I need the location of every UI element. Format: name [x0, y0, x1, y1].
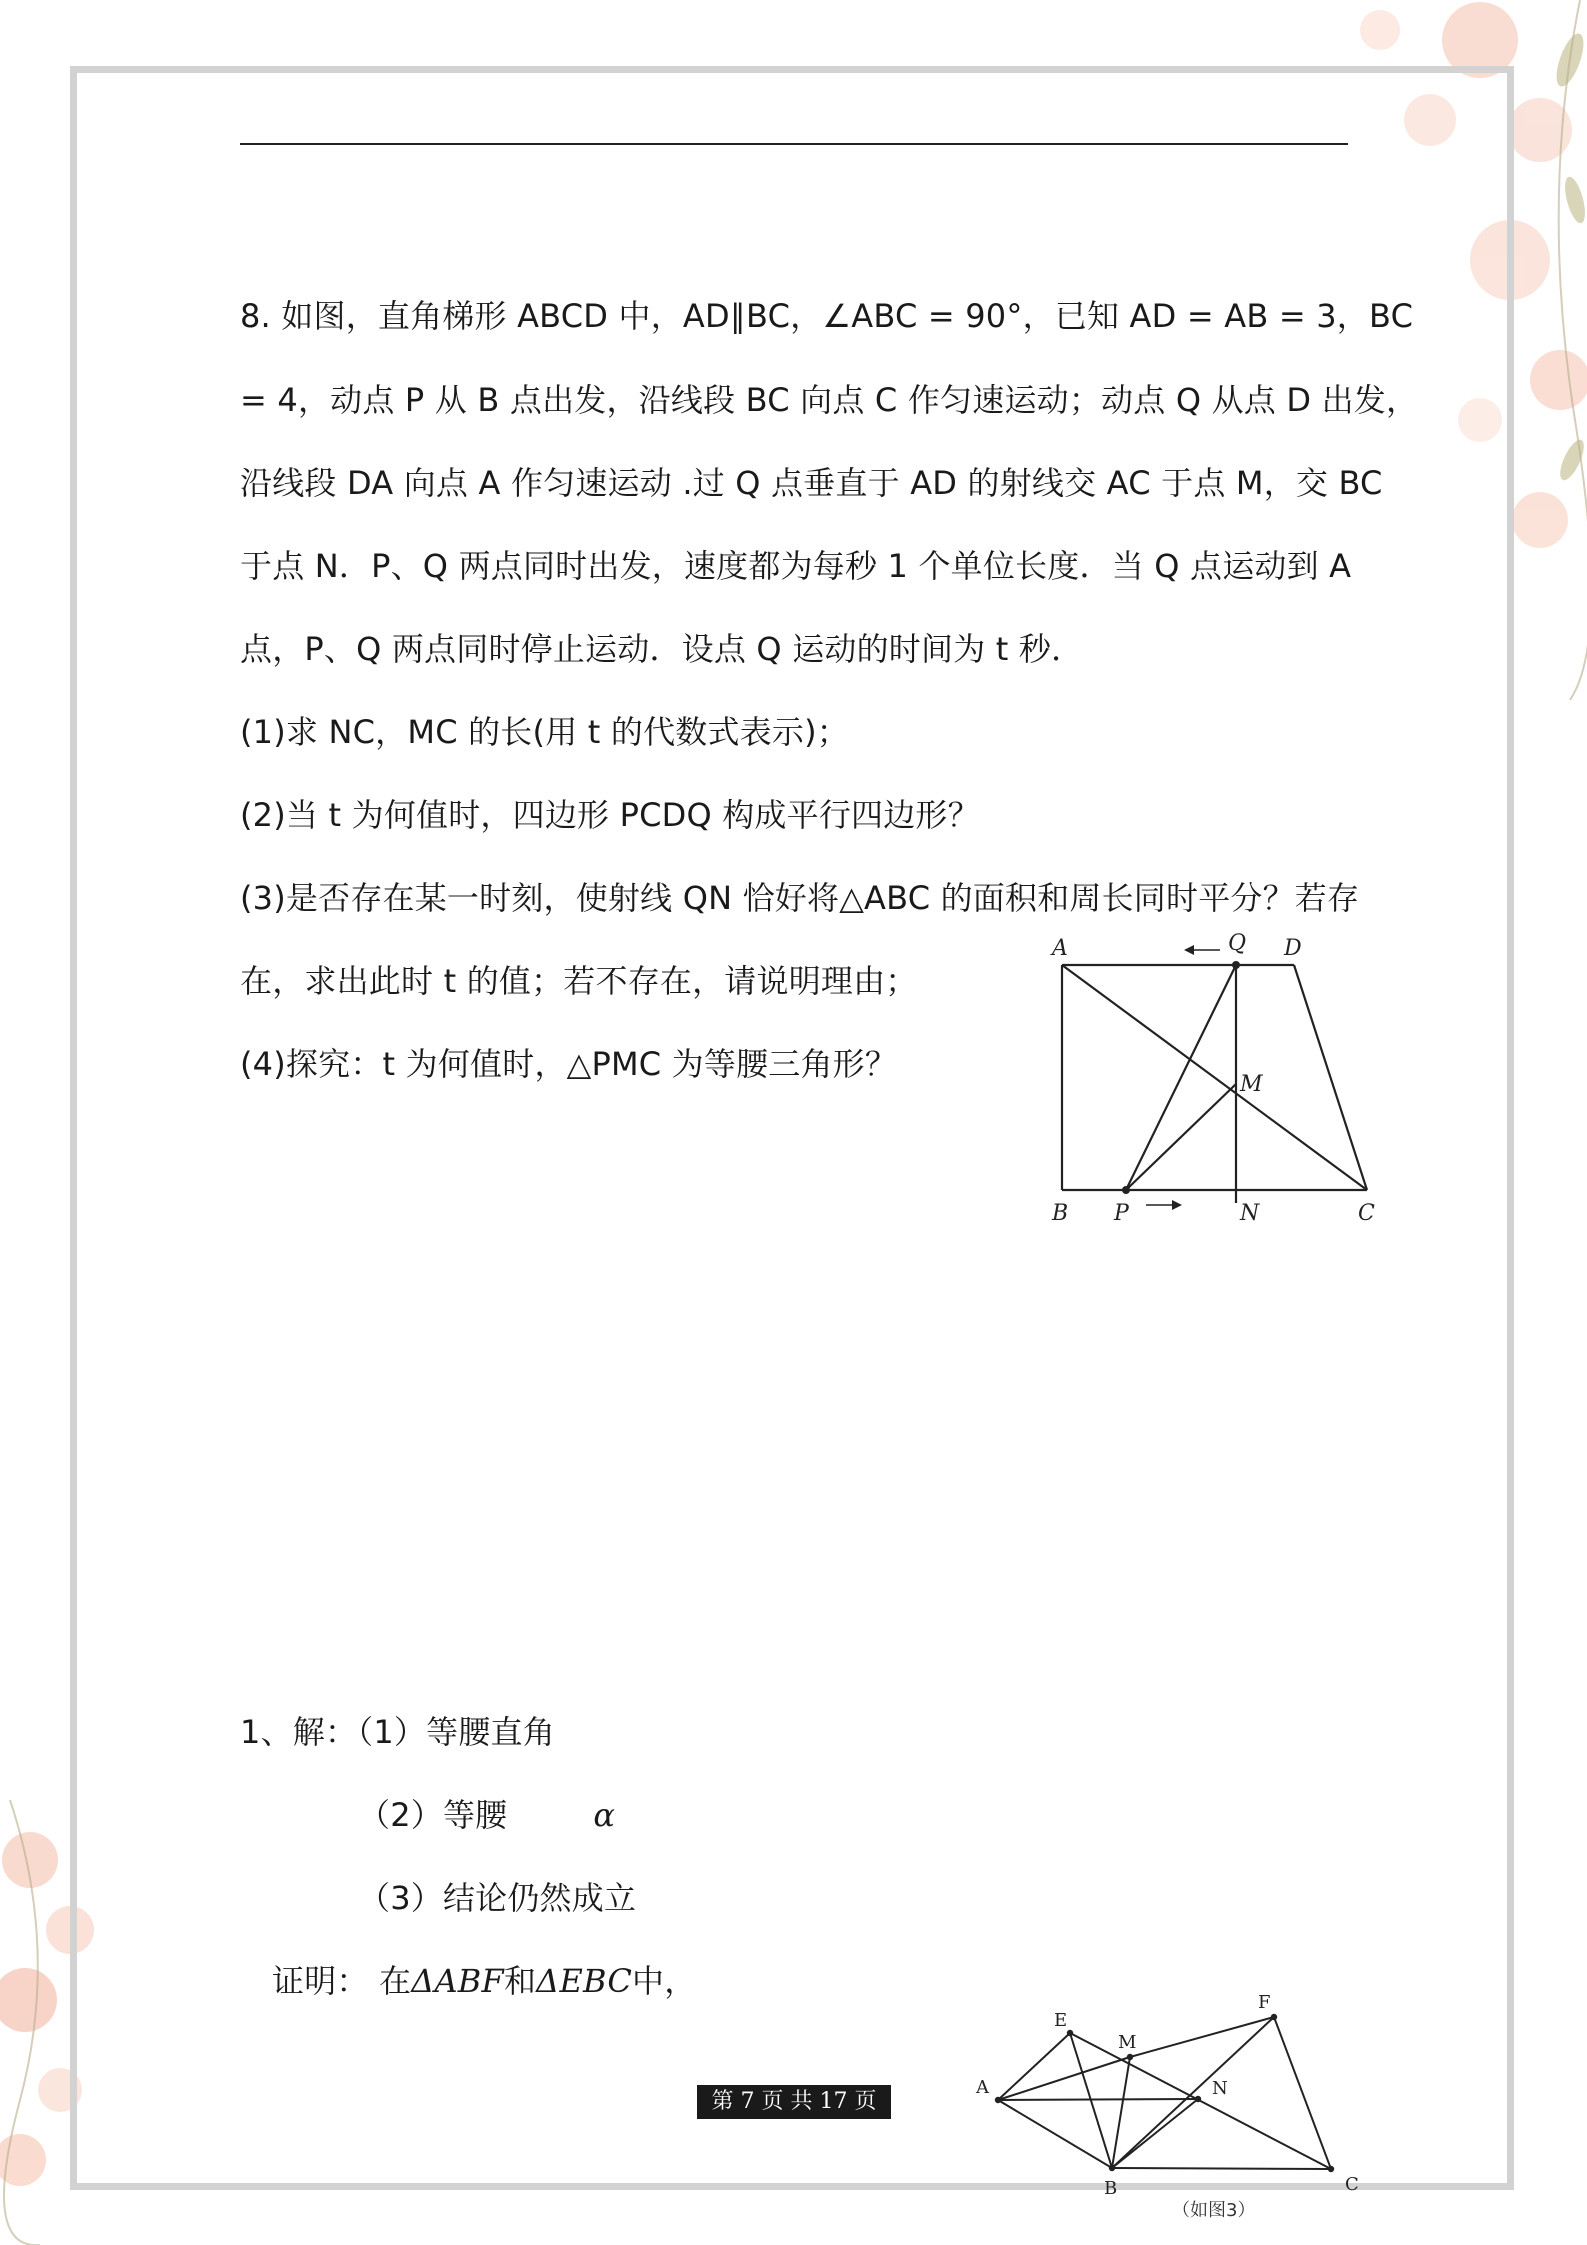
- point-P: [1122, 1186, 1130, 1194]
- header-rule: [240, 143, 1348, 145]
- question-part-2: (2)当 t 为何值时，四边形 PCDQ 构成平行四边形？: [240, 796, 980, 834]
- segment-PQ: [1126, 965, 1236, 1190]
- question-line-5: 点，P、Q 两点同时停止运动．设点 Q 运动的时间为 t 秒．: [240, 630, 1084, 668]
- point-F: [1271, 2014, 1277, 2020]
- answer-line-1: 1、解：（1）等腰直角: [240, 1713, 555, 1751]
- page-number: 第 7 页 共 17 页: [697, 2085, 891, 2119]
- segment-FC: [1274, 2017, 1331, 2169]
- point-E: [1067, 2030, 1073, 2036]
- figure-caption: （如图3）: [1172, 2200, 1256, 2221]
- segment-PM: [1126, 1084, 1236, 1190]
- answer-line-2: [358, 1793, 615, 1837]
- arrow-Q-head: [1184, 945, 1194, 955]
- label-M: M: [1240, 1072, 1263, 1097]
- segment-BM: [1112, 2057, 1130, 2168]
- point-M: [1127, 2054, 1133, 2060]
- question-line-2: = 4，动点 P 从 B 点出发，沿线段 BC 向点 C 作匀速运动；动点 Q 从点 D 出发，: [240, 381, 1419, 419]
- segment-AM: [998, 2057, 1130, 2100]
- label-E: E: [1054, 2010, 1068, 2031]
- proof-and: 和: [503, 1962, 537, 2000]
- segment-EC: [1070, 2033, 1331, 2169]
- question-part-1: (1)求 NC，MC 的长(用 t 的代数式表示)；: [240, 713, 849, 751]
- segment-DC: [1294, 965, 1367, 1190]
- label-B: B: [1052, 1201, 1069, 1226]
- answer-line-3: （3）结论仍然成立: [358, 1879, 637, 1917]
- label-P: P: [1114, 1201, 1129, 1226]
- proof-line: [272, 1959, 696, 2003]
- question-part-4: (4)探究：t 为何值时，△PMC 为等腰三角形？: [240, 1045, 898, 1083]
- segment-BC: [1112, 2168, 1331, 2169]
- question-line-4: 于点 N．P、Q 两点同时出发，速度都为每秒 1 个单位长度．当 Q 点运动到 A: [240, 547, 1352, 585]
- label-M: M: [1118, 2032, 1137, 2053]
- point-N: [1195, 2096, 1201, 2102]
- proof-suffix: 中，: [632, 1962, 697, 2000]
- proof-prefix: 证明： 在: [272, 1962, 412, 2000]
- answer-part-2: （2）等腰: [358, 1796, 508, 1834]
- point-B: [1109, 2165, 1115, 2171]
- trapezoid-figure: [1040, 925, 1390, 1230]
- segment-AE: [998, 2033, 1070, 2100]
- label-Q: Q: [1228, 931, 1247, 956]
- question-line-3: 沿线段 DA 向点 A 作匀速运动 .过 Q 点垂直于 AD 的射线交 AC 于点 M，交 BC: [240, 464, 1383, 502]
- question-part-3: (3)是否存在某一时刻，使射线 QN 恰好将△ABC 的面积和周长同时平分？若存: [240, 879, 1360, 917]
- triangle-ABF: ΔABF: [411, 1962, 504, 2000]
- label-N: N: [1212, 2078, 1228, 2099]
- segment-AC: [1062, 965, 1367, 1190]
- label-N: N: [1240, 1201, 1260, 1226]
- label-C: C: [1345, 2174, 1359, 2195]
- proof-figure: [970, 1990, 1370, 2205]
- point-A: [995, 2097, 1001, 2103]
- label-C: C: [1358, 1201, 1375, 1226]
- label-A: A: [976, 2077, 989, 2098]
- arrow-P-head: [1172, 1200, 1182, 1210]
- label-A: A: [1052, 936, 1068, 961]
- alpha-symbol: α: [593, 1796, 616, 1834]
- segment-AN: [998, 2099, 1198, 2100]
- segment-BN: [1112, 2099, 1198, 2168]
- triangle-EBC: ΔEBC: [536, 1962, 633, 2000]
- question-line-1: 8. 如图，直角梯形 ABCD 中，AD∥BC，∠ABC = 90°，已知 AD = AB = 3，BC: [240, 297, 1414, 335]
- point-C: [1328, 2166, 1334, 2172]
- label-D: D: [1284, 936, 1302, 961]
- question-part-3-cont: 在，求出此时 t 的值；若不存在，请说明理由；: [240, 962, 918, 1000]
- label-B: B: [1104, 2178, 1118, 2199]
- label-F: F: [1258, 1992, 1271, 2013]
- point-Q: [1232, 961, 1240, 969]
